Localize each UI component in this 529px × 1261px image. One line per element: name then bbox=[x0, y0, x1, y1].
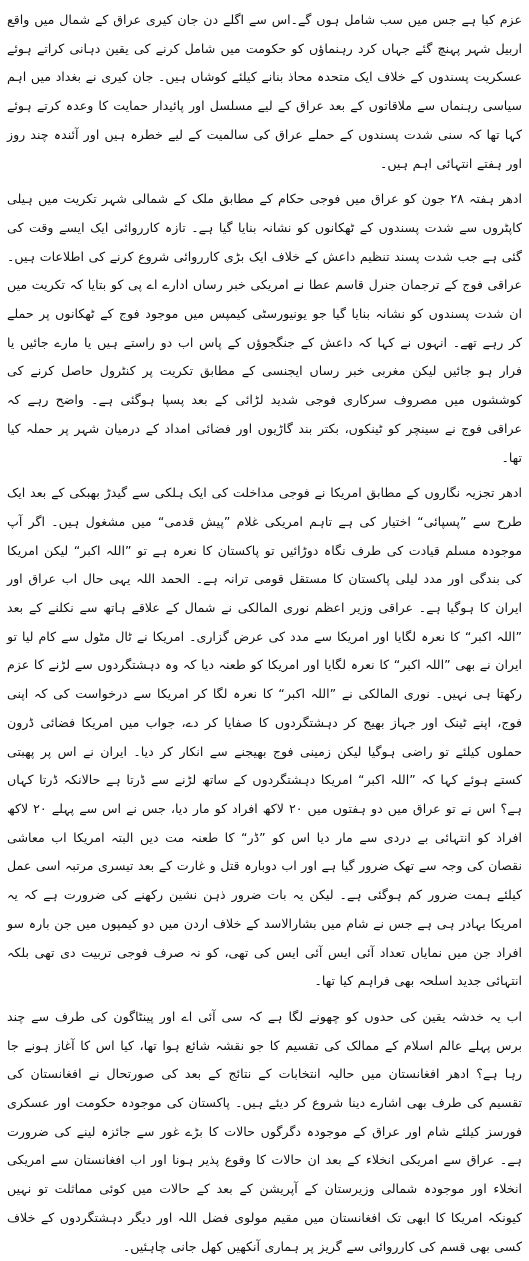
article-paragraph-3: ادھر تجزیہ نگاروں کے مطابق امریکا نے فوجی مداخلت کی ایک ہلکی سے گیدڑ بھبکی کے بعد ایک طرح سے ”پسپائی“ اختیار کی ہے تاہم امریکی غلام ”پیش قدمی“ میں مشغول ہیں۔ اگر آپ موجودہ مسلم قیادت کی طرف نگاہ دوڑائیں تو پاکستان کا نعرہ ہے تو ”اللہ اکبر“ لیکن امریکا کی بندگی اور مدد لیلی پاکستان کا مستقل قومی ترانہ ہے۔ الحمد اللہ یہی حال اب عراق اور ایران کا ہوگیا ہے۔ عراقی وزیر اعظم نوری المالکی نے شمال کے علاقے ہاتھ سے نکلنے کے بعد ”اللہ اکبر“ کا نعرہ لگایا اور امریکا سے مدد کی عرض گزاری۔ امریکا نے ٹال مٹول سے کام لیا تو ایران نے بھی ”اللہ اکبر“ کا نعرہ لگایا اور امریکا کو طعنہ دیا کہ وہ دہشتگردوں سے لڑنے کا عزم رکھتا ہی نہیں۔ نوری المالکی نے ”اللہ اکبر“ کا نعرہ لگا کر امریکا سے درخواست کی کہ اپنی فوج، اپنے ٹینک اور جہاز بھیج کر دہشتگردوں کا صفایا کر دے، جواب میں امریکا فضائی ڈرون حملوں کیلئے تو راضی ہوگیا لیکن زمینی فوج بھیجنے سے انکار کر دیا۔ ایران نے اس پر پھبتی کستے ہوئے کہا کہ ”اللہ اکبر“ امریکا دہشتگردوں کے ساتھ لڑنے سے ڈرتا ہے حالانکہ ڈرتا کہاں ہے؟ اس نے تو عراق میں دو ہفتوں میں ۲۰ لاکھ افراد کو مار دیا، جس نے اس سے پہلے ۲۰ لاکھ افراد کو انتہائی بے دردی سے مار دیا اس کو ”ڈر“ کا طعنہ مت دیں البتہ امریکا اب معاشی نقصان کی وجہ سے تھک ضرور گیا ہے اور اب دوبارہ قتل و غارت کے بعد تیسری مرتبہ اسی عمل کیلئے ہمت ضرور کم ہوگئی ہے۔ لیکن یہ بات ضرور ذہن نشین رکھنے کی ضرورت ہے کہ یہ امریکا بہادر ہی ہے جس نے شام میں بشارالاسد کے خلاف اردن میں دو کیمپوں میں جن بارہ سو افراد جن میں نمایاں تعداد آئی ایس آئی ایس کی تھی، کو نہ صرف فوجی تربیت دی تھی بلکہ انتہائی جدید اسلحہ بھی فراہم کیا تھا۔ bbox=[7, 485, 523, 989]
article-paragraph-4: اب یہ خدشہ یقین کی حدوں کو چھونے لگا ہے کہ سی آئی اے اور پینٹاگون کی طرف سے چند برس پہلے عالم اسلام کے ممالک کی تقسیم کا جو نقشہ شائع ہوا تھا، کیا اس کا آغاز ہونے جا رہا ہے؟ ادھر افغانستان میں حالیہ انتخابات کے نتائج کے بعد کی صورتحال نے افغانستان کی تقسیم کی طرف بھی اشارے دینا شروع کر دیئے ہیں۔ پاکستان کی موجودہ حکومت اور عسکری فورسز کیلئے شام اور عراق کے موجودہ دگرگوں حالات کا بڑے غور سے جائزہ لینے کی ضرورت ہے۔ عراق سے امریکی انخلاء کے بعد ان حالات کا وقوع پذیر ہونا اور اب افغانستان سے امریکی انخلاء اور موجودہ شمالی وزیرستان کے آپریشن کے بعد کے حالات میں کوئی مماثلت تو نہیں کیونکہ امریکا کا ابھی تک افغانستان میں مقیم مولوی فضل اللہ اور دیگر دہشتگردوں کے خلاف کسی بھی قسم کی کارروائی سے گریز پر ہماری آنکھیں کھل جانی چاہئیں۔ bbox=[7, 1008, 522, 1254]
article-paragraph-2: ادھر ہفتہ ۲۸ جون کو عراق میں فوجی حکام کے مطابق ملک کے شمالی شہر تکریت میں ہیلی کاپٹروں سے شدت پسندوں کے ٹھکانوں کو نشانہ بنایا گیا ہے۔ تازہ کارروائی ایک ایسے وقت کی گئی ہے جب شدت پسند تنظیم داعش کے خلاف ایک بڑی کارروائی شروع کرنے کی اطلاعات ہیں۔ عراقی فوج کے ترجمان جنرل قاسم عطا نے امریکی خبر رساں ادارے اے پی کو بتایا کہ تکریت میں ان شدت پسندوں کو نشانہ بنایا گیا جو یونیورسٹی کیمپس میں موجود فوج کے ٹھکانوں پر حملے کر رہے تھے۔ انہوں نے کہا کہ داعش کے جنگجوؤں کے پاس اب دو راستے ہیں یا مارے جائیں یا فرار ہو جائیں لیکن مغربی خبر رساں ایجنسی کے مطابق تکریت پر کنٹرول حاصل کرنے کی کوششوں میں مصروف سرکاری فوجی شدید لڑائی کے بعد پسپا ہوگئی ہے۔ واضح رہے کہ عراقی فوج نے سینچر کو ٹینکوں، بکتر بند گاڑیوں اور فضائی امداد کے درمیان شہر پر حملہ کیا تھا۔ bbox=[7, 191, 523, 465]
article-paragraph-1: عزم کیا ہے جس میں سب شامل ہوں گے۔اس سے اگلے دن جان کیری عراق کے شمال میں واقع اربیل شہر پہنچ گئے جہاں کرد رہنماؤں کو حکومت میں شامل کرنے کی یقین دہانی کراتے ہوئے عسکریت پسندوں کے خلاف ایک متحدہ محاذ بنانے کیلئے کوشاں ہیں۔ جان کیری نے بغداد میں اہم سیاسی رہنماں سے ملاقاتوں کے بعد عراق کے لیے مسلسل اور پائیدار حمایت کا وعدہ کرتے ہوئے کہا تھا کہ سنی شدت پسندوں کے حملے عراق کی سالمیت کے لیے خطرہ ہیں اور آئندہ چند روز اور ہفتے انتہائی اہم ہیں۔ bbox=[7, 12, 522, 171]
